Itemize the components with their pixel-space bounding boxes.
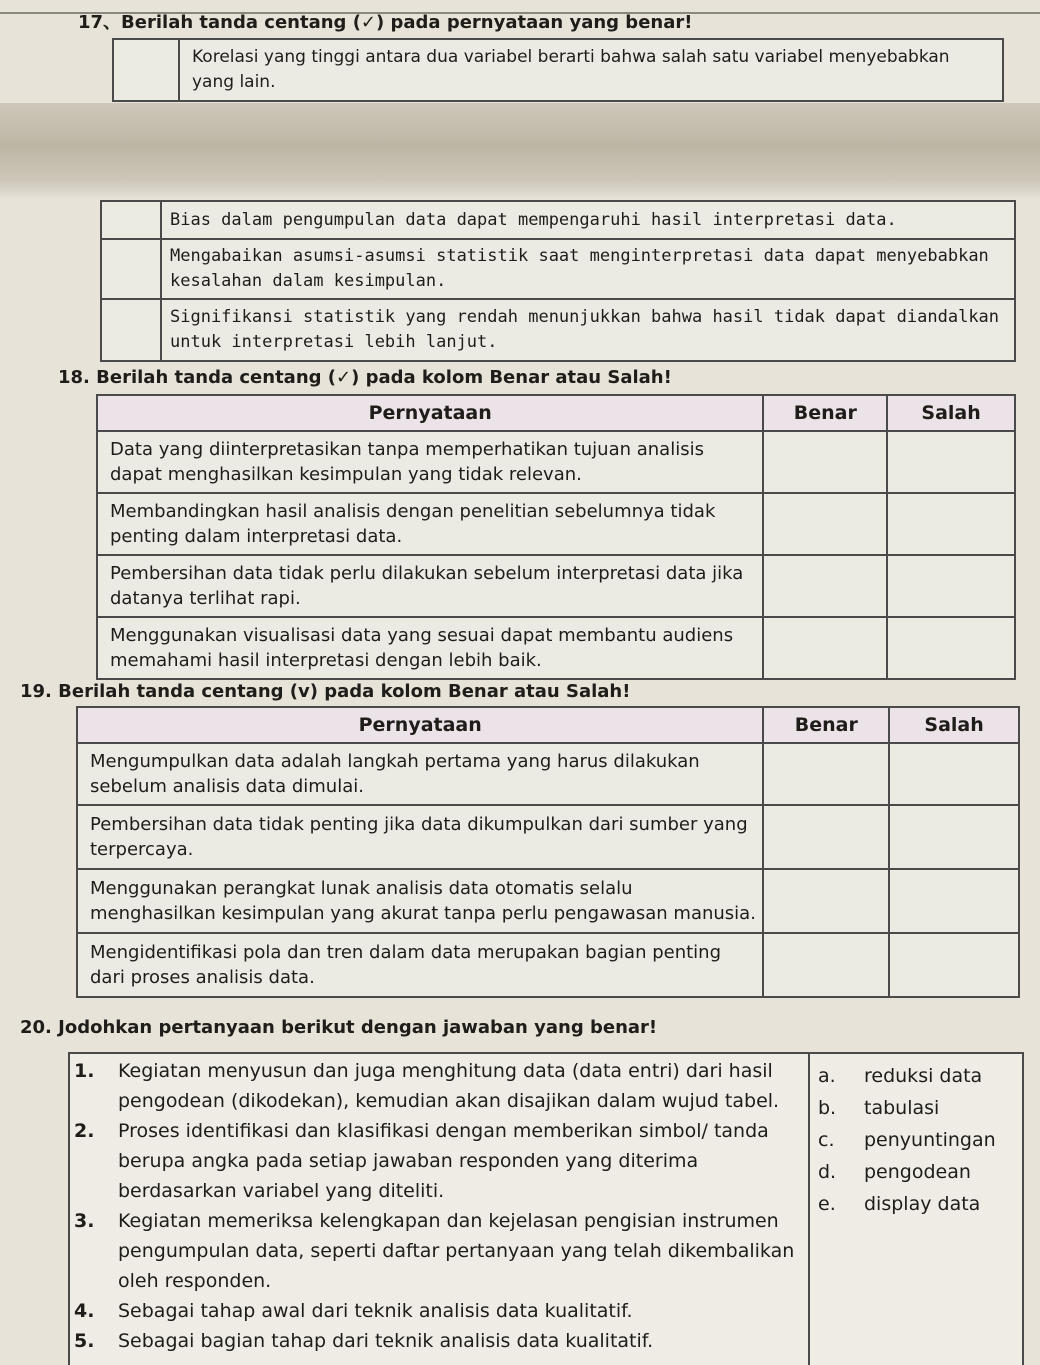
q20-question-3-number: 3. bbox=[74, 1210, 95, 1232]
q20-question-5-number: 5. bbox=[74, 1330, 95, 1352]
q20-question-list bbox=[70, 1054, 810, 1365]
q20-question-4 bbox=[70, 1296, 808, 1326]
q20-answer-a bbox=[818, 1060, 996, 1092]
q19-table bbox=[76, 706, 1020, 998]
q20-answer-c-letter: c. bbox=[818, 1129, 835, 1151]
q19-row-3-salah[interactable] bbox=[889, 869, 1019, 933]
q19-row-3-statement: Menggunakan perangkat lunak analisis data otomatis selalu menghasilkan kesimpulan yang akurat tanpa perlu pengawasan manusia. bbox=[77, 869, 763, 933]
q19-row-1-statement: Mengumpulkan data adalah langkah pertama yang harus dilakukan sebelum analisis data dimulai. bbox=[77, 743, 763, 805]
q18-row-3-salah[interactable] bbox=[887, 555, 1015, 617]
q20-question-3-text: Kegiatan memeriksa kelengkapan dan kejelasan pengisian instrumen pengumpulan data, seperti daftar pertanyaan yang telah dikembalikan oleh responden. bbox=[118, 1210, 795, 1292]
q18-row-3-benar[interactable] bbox=[763, 555, 887, 617]
q20-answer-list bbox=[818, 1060, 996, 1220]
q20-answer-e bbox=[818, 1188, 996, 1220]
q17-checkbox-1[interactable] bbox=[101, 201, 161, 239]
q17-heading: 17、Berilah tanda centang (✓) pada pernyataan yang benar! bbox=[78, 12, 693, 33]
q20-answer-d bbox=[818, 1156, 996, 1188]
q18-row-1-benar[interactable] bbox=[763, 431, 887, 493]
q20-answer-e-letter: e. bbox=[818, 1193, 836, 1215]
q20-answer-c-text: penyuntingan bbox=[864, 1129, 996, 1151]
q19-row-2-benar[interactable] bbox=[763, 805, 889, 869]
q20-answer-a-text: reduksi data bbox=[864, 1065, 983, 1087]
top-rule bbox=[0, 0, 1040, 14]
q17-statement-1: Bias dalam pengumpulan data dapat mempengaruhi hasil interpretasi data. bbox=[161, 201, 1015, 239]
q20-answer-b bbox=[818, 1092, 996, 1124]
q18-row-2-benar[interactable] bbox=[763, 493, 887, 555]
q18-table bbox=[96, 394, 1016, 680]
q20-question-2-number: 2. bbox=[74, 1120, 95, 1142]
q19-row-1-salah[interactable] bbox=[889, 743, 1019, 805]
q17-checkbox-2[interactable] bbox=[101, 239, 161, 299]
q19-row-4-salah[interactable] bbox=[889, 933, 1019, 997]
q18-col-benar: Benar bbox=[763, 395, 887, 431]
q18-heading: 18. Berilah tanda centang (✓) pada kolom Benar atau Salah! bbox=[58, 367, 672, 388]
q18-row-4-statement: Menggunakan visualisasi data yang sesuai dapat membantu audiens memahami hasil interpretasi dengan lebih baik. bbox=[97, 617, 763, 679]
q20-question-5 bbox=[70, 1326, 808, 1356]
q17-statement-3: Signifikansi statistik yang rendah menunjukkan bahwa hasil tidak dapat diandalkan untuk interpretasi lebih lanjut. bbox=[161, 299, 1015, 361]
q20-question-1-text: Kegiatan menyusun dan juga menghitung data (data entri) dari hasil pengodean (dikodekan), kemudian akan disajikan dalam wujud tabel. bbox=[118, 1060, 780, 1112]
q19-row-3-benar[interactable] bbox=[763, 869, 889, 933]
q18-row-2-statement: Membandingkan hasil analisis dengan penelitian sebelumnya tidak penting dalam interpretasi data. bbox=[97, 493, 763, 555]
q20-question-1 bbox=[70, 1056, 808, 1116]
q19-row-2-salah[interactable] bbox=[889, 805, 1019, 869]
q20-question-2-text: Proses identifikasi dan klasifikasi dengan memberikan simbol/ tanda berupa angka pada setiap jawaban responden yang diterima berdasarkan variabel yang diteliti. bbox=[118, 1120, 769, 1202]
q20-question-4-number: 4. bbox=[74, 1300, 95, 1322]
q20-question-2 bbox=[70, 1116, 808, 1206]
q20-question-1-number: 1. bbox=[74, 1060, 95, 1082]
q20-matching-box bbox=[68, 1052, 1024, 1365]
q20-question-4-text: Sebagai tahap awal dari teknik analisis data kualitatif. bbox=[118, 1300, 633, 1322]
q19-col-benar: Benar bbox=[763, 707, 889, 743]
q19-row-4-statement: Mengidentifikasi pola dan tren dalam data merupakan bagian penting dari proses analisis data. bbox=[77, 933, 763, 997]
q17-statement-2: Mengabaikan asumsi-asumsi statistik saat menginterpretasi data dapat menyebabkan kesalahan dalam kesimpulan. bbox=[161, 239, 1015, 299]
q19-heading: 19. Berilah tanda centang (v) pada kolom Benar atau Salah! bbox=[20, 681, 631, 702]
q19-col-statement: Pernyataan bbox=[77, 707, 763, 743]
q20-answer-a-letter: a. bbox=[818, 1065, 836, 1087]
q18-row-4-salah[interactable] bbox=[887, 617, 1015, 679]
q17-top-table bbox=[112, 38, 1004, 102]
q20-question-3 bbox=[70, 1206, 808, 1296]
q20-answer-e-text: display data bbox=[864, 1193, 981, 1215]
q18-row-4-benar[interactable] bbox=[763, 617, 887, 679]
q18-col-salah: Salah bbox=[887, 395, 1015, 431]
q18-row-3-statement: Pembersihan data tidak perlu dilakukan sebelum interpretasi data jika datanya terlihat rapi. bbox=[97, 555, 763, 617]
q19-row-2-statement: Pembersihan data tidak penting jika data dikumpulkan dari sumber yang terpercaya. bbox=[77, 805, 763, 869]
q17-table bbox=[100, 200, 1016, 362]
q17-checkbox-3[interactable] bbox=[101, 299, 161, 361]
q18-row-1-salah[interactable] bbox=[887, 431, 1015, 493]
q20-answer-c bbox=[818, 1124, 996, 1156]
q20-answer-d-letter: d. bbox=[818, 1161, 837, 1183]
q18-col-statement: Pernyataan bbox=[97, 395, 763, 431]
q19-row-4-benar[interactable] bbox=[763, 933, 889, 997]
q20-answer-b-letter: b. bbox=[818, 1097, 837, 1119]
q18-row-1-statement: Data yang diinterpretasikan tanpa memperhatikan tujuan analisis dapat menghasilkan kesimpulan yang tidak relevan. bbox=[97, 431, 763, 493]
q20-question-5-text: Sebagai bagian tahap dari teknik analisis data kualitatif. bbox=[118, 1330, 654, 1352]
q20-heading: 20. Jodohkan pertanyaan berikut dengan jawaban yang benar! bbox=[20, 1017, 658, 1038]
q17-checkbox-top[interactable] bbox=[113, 39, 179, 101]
page-gap bbox=[0, 103, 1040, 198]
q17-top-statement: Korelasi yang tinggi antara dua variabel berarti bahwa salah satu variabel menyebabkan yang lain. bbox=[179, 39, 1003, 101]
q19-row-1-benar[interactable] bbox=[763, 743, 889, 805]
q20-answer-d-text: pengodean bbox=[864, 1161, 971, 1183]
q19-col-salah: Salah bbox=[889, 707, 1019, 743]
q18-row-2-salah[interactable] bbox=[887, 493, 1015, 555]
q20-answer-b-text: tabulasi bbox=[864, 1097, 940, 1119]
